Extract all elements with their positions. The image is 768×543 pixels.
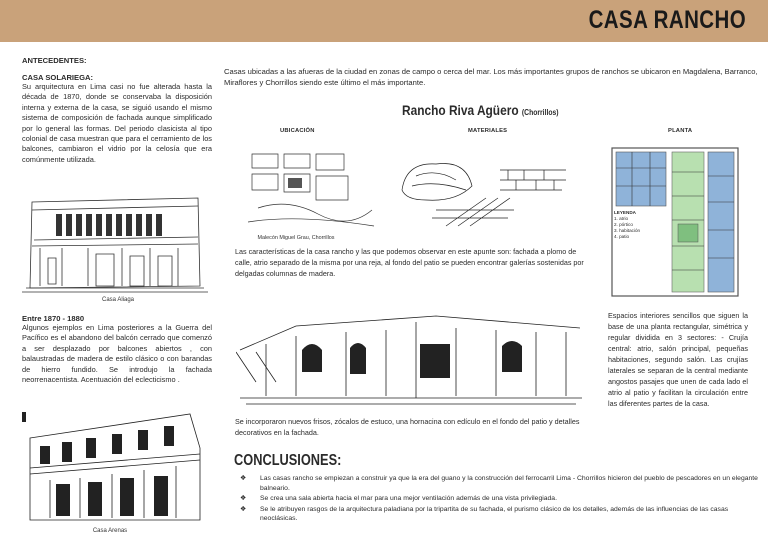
frisos-text: Se incorporaron nuevos frisos, zócalos de estuco, una hornacina con edículo en el fondo del patio y detalles decorativos en la fachada. — [235, 417, 580, 437]
features-text: Las características de la casa rancho y las que podemos observar en este apunte son: fachada a plomo de calle, atrio separado de la misma por una reja, al fondo del patio se pueden encontrar galerías sostenidas por delgadas columnas de madera. — [235, 247, 584, 278]
solariega-text: Su arquitectura en Lima casi no fue alterada hasta la década de 1870, donde se conservaba la disposición interna y externa de la casa, se siguió usando el mismo sistema de composición de fachada aunque simplificado por lo general las formas. Del periodo clasicista al tipo colonial de casa muestran que para el cerramiento de los balcones, cambiaron el vidrio por la celosía que era comúnmente utilizada. — [22, 82, 212, 164]
antecedentes-heading: ANTECEDENTES: — [22, 56, 87, 65]
caption-aliaga: Casa Aliaga — [101, 297, 135, 303]
conclusion-text: Las casas rancho se empiezan a construir ya que la era del guano y la construcción del ferrocarril Lima - Chorrillos hicieron del pueblo de pescadores en un elegante balneario. — [260, 475, 758, 492]
rancho-title-main: Rancho Riva Agüero — [402, 102, 519, 118]
rancho-facade-sketch — [236, 292, 586, 408]
legend-title: LEYENDA — [614, 210, 636, 215]
left-column — [22, 56, 212, 165]
solariega-heading: CASA SOLARIEGA: — [22, 73, 94, 82]
title-banner — [0, 0, 768, 42]
rancho-title — [402, 102, 559, 118]
caption-arenas: Casa Arenas — [92, 528, 128, 534]
diamond-bullet-icon: ❖ — [240, 495, 247, 503]
spaces-text: Espacios interiores sencillos que siguen la base de una planta rectangular, simétrica y regular dividida en 3 sectores: - Crujía central: atrio, salón principal, pequeñas habitaciones, segundo salón. Las crujías laterales se separan de la central mediante angostos pasajes que unen de cada lado el atrio al patio y facilitan la circulación entre las diferentes partes de la casa. — [608, 311, 748, 408]
heading-materiales: MATERIALES — [468, 128, 508, 134]
location-map-sketch — [248, 148, 376, 232]
conclusions-heading: CONCLUSIONES: — [234, 452, 342, 469]
rancho-title-sub: (Chorrillos) — [521, 108, 559, 117]
list-item — [240, 505, 760, 524]
materials-sketch — [396, 150, 572, 230]
conclusion-text: Se crea una sala abierta hacia el mar para una mejor ventilación además de una vista privilegiada. — [260, 495, 557, 503]
conclusions-list — [240, 474, 760, 525]
plan-legend — [614, 210, 660, 240]
entre-section — [22, 314, 212, 385]
casa-aliaga-sketch — [22, 190, 208, 294]
page-title: CASA RANCHO — [588, 6, 746, 34]
casa-arenas-sketch — [20, 408, 210, 526]
legend-item: 3. habitación — [614, 228, 641, 233]
heading-ubicacion: UBICACIÓN — [280, 128, 315, 134]
list-item — [240, 494, 760, 504]
diamond-bullet-icon: ❖ — [240, 475, 247, 482]
diamond-bullet-icon: ❖ — [240, 505, 247, 513]
map-caption: Malecón Miguel Grau, Chorrillos — [257, 235, 335, 241]
heading-planta-label: PLANTA — [668, 128, 693, 134]
legend-item: 2. pórtico — [614, 222, 633, 227]
conclusion-text: Se le atribuyen rasgos de la arquitectura paladiana por la tripartita de su fachada, el purismo clásico de los detalles, además de las influencias de las casas neoclásicas. — [260, 505, 729, 523]
entre-heading: Entre 1870 - 1880 — [22, 314, 85, 323]
list-item — [240, 474, 760, 493]
entre-text: Algunos ejemplos en Lima posteriores a la Guerra del Pacífico es el abandono del balcón cerrado que comenzó a ser desplazado por balcones abiertos , con balaustradas de madera de estilo clásico o con barandas de hierro fundido. Se introdujo la fachada neorrenacentista. Acentuación del eclecticismo . — [22, 323, 212, 385]
intro-text: Casas ubicadas a las afueras de la ciudad en zonas de campo o cerca del mar. Los más importantes grupos de ranchos se ubicaron en Magdalena, Barranco, Miraflores y Chorrillos siendo este último el más importante. — [224, 67, 758, 87]
legend-item: 4. patio — [614, 234, 630, 239]
legend-item: 1. atrio — [614, 216, 629, 221]
